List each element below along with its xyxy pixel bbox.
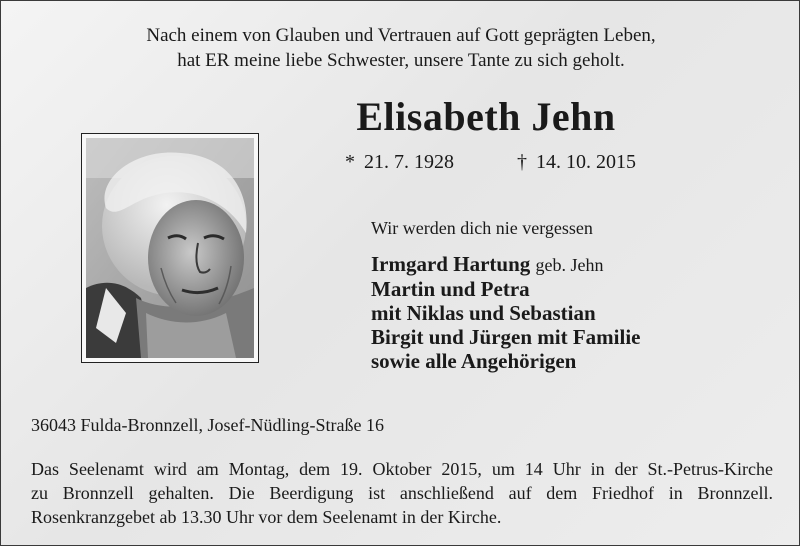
death-date-line bbox=[513, 149, 636, 175]
intro-text bbox=[1, 23, 800, 73]
mourner-maiden-name: geb. Jehn bbox=[535, 255, 604, 275]
deceased-name: Elisabeth Jehn bbox=[356, 94, 616, 139]
death-cross-icon: † bbox=[517, 151, 527, 173]
mourner-name: Irmgard Hartung bbox=[371, 252, 531, 276]
mourner-name: sowie alle Angehörigen bbox=[371, 349, 577, 373]
mourner-line bbox=[371, 349, 641, 373]
mourner-line bbox=[371, 252, 641, 277]
mourner-line bbox=[371, 301, 641, 325]
notice-line-1: Das Seelenamt wird am Montag, dem 19. Oktober 2015, um 14 Uhr in der St.-Petrus-Kirche bbox=[31, 459, 773, 479]
birth-date-line bbox=[341, 149, 454, 175]
funeral-notice bbox=[31, 457, 773, 529]
birth-date: 21. 7. 1928 bbox=[364, 151, 454, 173]
mourner-line bbox=[371, 277, 641, 301]
mourner-name: Martin und Petra bbox=[371, 277, 530, 301]
portrait-image bbox=[86, 138, 254, 358]
intro-line-1: Nach einem von Glauben und Vertrauen auf Gott geprägten Leben, bbox=[146, 25, 656, 46]
birth-star-icon: * bbox=[345, 151, 355, 173]
tagline: Wir werden dich nie vergessen bbox=[371, 218, 593, 238]
mourner-line bbox=[371, 325, 641, 349]
family-address: 36043 Fulda-Bronnzell, Josef-Nüdling-Straße 16 bbox=[31, 415, 384, 435]
mourner-name: mit Niklas und Sebastian bbox=[371, 301, 596, 325]
notice-line-2: zu Bronnzell gehalten. Die Beerdigung ist anschließend auf dem Friedhof in Bronnzell. bbox=[31, 483, 773, 503]
death-date: 14. 10. 2015 bbox=[536, 151, 636, 173]
portrait-photo bbox=[81, 133, 259, 363]
mourner-name: Birgit und Jürgen mit Familie bbox=[371, 325, 641, 349]
mourners-list bbox=[371, 252, 641, 373]
intro-line-2: hat ER meine liebe Schwester, unsere Tante zu sich geholt. bbox=[177, 50, 625, 71]
notice-line-3: Rosenkranzgebet ab 13.30 Uhr vor dem Seelenamt in der Kirche. bbox=[31, 507, 502, 527]
